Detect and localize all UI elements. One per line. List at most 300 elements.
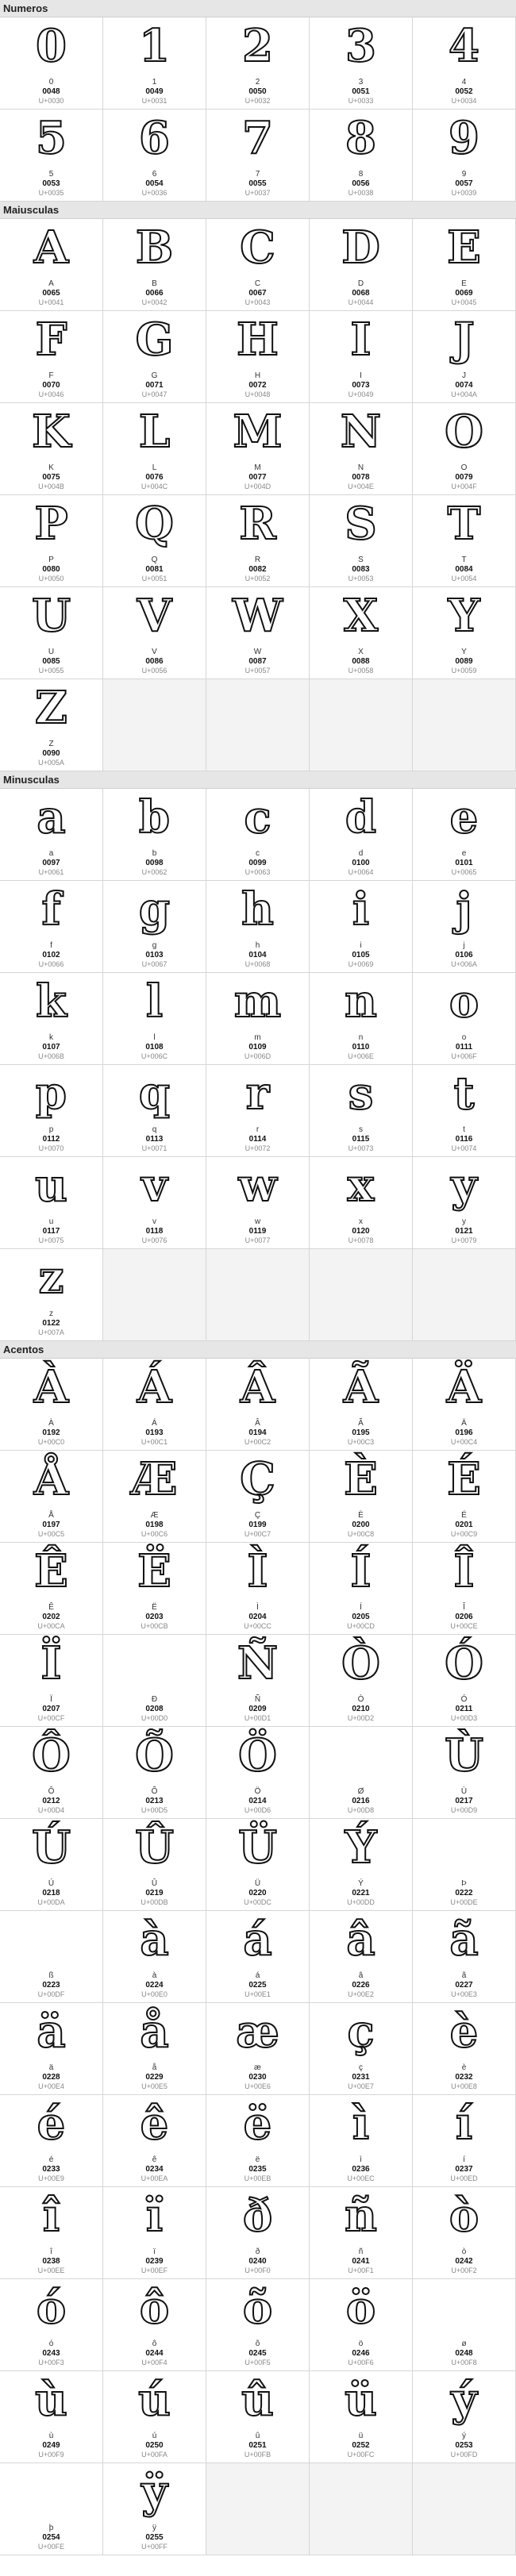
- glyph-preview: [0, 1249, 102, 1304]
- glyph-decimal-code: 0121: [455, 1227, 473, 1236]
- glyph-image: Ê: [34, 1545, 68, 1598]
- glyph-preview: [206, 1451, 309, 1503]
- glyph-cell: [413, 110, 516, 202]
- glyph-unicode-code: U+006C: [141, 1052, 168, 1060]
- glyph-unicode-code: U+00DB: [141, 1898, 168, 1906]
- glyph-preview: [103, 1359, 206, 1411]
- glyph-decimal-code: 0196: [455, 1428, 473, 1437]
- glyph-cell: [0, 110, 103, 202]
- glyph-preview: [103, 2003, 206, 2058]
- glyph-cell: [0, 1249, 103, 1341]
- glyph-image: J: [453, 313, 475, 366]
- glyph-preview: [0, 1727, 102, 1782]
- glyph-cell: [103, 2187, 206, 2279]
- glyph-preview: [0, 17, 102, 70]
- glyph-image: x: [347, 1159, 375, 1212]
- glyph-decimal-code: 0117: [42, 1227, 60, 1236]
- glyph-cell: [206, 1727, 310, 1819]
- glyph-character: J: [462, 371, 466, 380]
- glyph-character: ð: [255, 2247, 260, 2256]
- glyph-preview: [413, 587, 515, 640]
- glyph-character: Ó: [460, 1695, 468, 1704]
- glyph-character: é: [48, 2155, 54, 2164]
- glyph-character: ú: [152, 2432, 157, 2440]
- glyph-character: V: [152, 648, 157, 656]
- glyph-decimal-code: 0227: [455, 1981, 473, 1990]
- glyph-image: Ö: [238, 1729, 277, 1782]
- glyph-preview: [413, 1727, 515, 1782]
- glyph-image: h: [241, 883, 274, 936]
- glyph-image: Ò: [341, 1637, 380, 1690]
- glyph-image: È: [344, 1453, 378, 1505]
- glyph-image: V: [137, 590, 172, 642]
- glyph-decimal-code: 0120: [352, 1227, 370, 1236]
- glyph-cell: [413, 1065, 516, 1157]
- glyph-cell: [103, 219, 206, 311]
- glyph-cell: [310, 1819, 413, 1911]
- glyph-cell: [206, 2187, 310, 2279]
- glyph-decimal-code: 0233: [42, 2165, 60, 2174]
- glyph-unicode-code: U+00FE: [37, 2543, 65, 2551]
- glyph-character: D: [357, 279, 364, 288]
- glyph-cell: [103, 403, 206, 495]
- glyph-cell: [103, 881, 206, 973]
- glyph-decimal-code: 0226: [352, 1981, 370, 1990]
- glyph-character: û: [255, 2432, 260, 2440]
- glyph-cell: [0, 1819, 103, 1911]
- glyph-unicode-code: U+00D9: [450, 1806, 478, 1814]
- glyph-decimal-code: 0243: [42, 2349, 60, 2358]
- glyph-cell: [206, 1543, 310, 1635]
- glyph-character: Û: [151, 1879, 158, 1888]
- glyph-character: p: [48, 1125, 54, 1134]
- glyph-decimal-code: 0228: [42, 2073, 60, 2082]
- glyph-unicode-code: U+0053: [348, 575, 374, 582]
- glyph-cell: [206, 110, 310, 202]
- glyph-image: T: [447, 498, 481, 550]
- glyph-decimal-code: 0055: [248, 179, 267, 188]
- glyph-preview: [413, 17, 515, 70]
- glyph-preview: [206, 2279, 309, 2332]
- glyph-image: ì: [352, 2097, 370, 2150]
- glyph-cell: [413, 2003, 516, 2095]
- glyph-unicode-code: U+00E9: [38, 2174, 64, 2182]
- glyph-preview: [413, 2187, 515, 2240]
- glyph-image: W: [233, 590, 283, 642]
- empty-cell: [413, 1249, 516, 1341]
- glyph-decimal-code: 0115: [352, 1135, 370, 1144]
- glyph-character: q: [152, 1125, 157, 1134]
- glyph-character: Y: [461, 648, 467, 656]
- glyph-character: Ù: [460, 1787, 468, 1796]
- glyph-unicode-code: U+0048: [245, 390, 271, 398]
- glyph-image: ï: [145, 2190, 164, 2242]
- glyph-preview: [103, 1157, 206, 1212]
- glyph-cell: [0, 495, 103, 587]
- glyph-cell: [103, 495, 206, 587]
- glyph-unicode-code: U+00D8: [347, 1806, 375, 1814]
- glyph-cell: [103, 2279, 206, 2371]
- glyph-image: Ç: [240, 1453, 275, 1505]
- glyph-character: e: [461, 849, 467, 858]
- glyph-image: m: [233, 975, 282, 1028]
- glyph-unicode-code: U+00DA: [37, 1898, 65, 1906]
- glyph-character: 8: [358, 170, 364, 179]
- glyph-preview: [206, 495, 309, 548]
- glyph-character: m: [254, 1033, 261, 1042]
- glyph-decimal-code: 0242: [455, 2257, 473, 2266]
- glyph-preview: [0, 881, 102, 936]
- glyph-character: Í: [360, 1603, 362, 1612]
- glyph-cell: [206, 219, 310, 311]
- glyph-image: f: [41, 883, 61, 936]
- glyph-character: Õ: [151, 1787, 158, 1796]
- glyph-unicode-code: U+0033: [348, 97, 374, 105]
- glyph-preview: [103, 1451, 206, 1503]
- glyph-unicode-code: U+00F0: [245, 2266, 271, 2274]
- glyph-preview: [310, 403, 412, 456]
- glyph-decimal-code: 0078: [352, 473, 370, 482]
- glyph-cell: [310, 1065, 413, 1157]
- glyph-cell: [103, 1635, 206, 1727]
- glyph-image: X: [343, 590, 379, 642]
- glyph-character: Ü: [254, 1879, 261, 1888]
- glyph-unicode-code: U+00E4: [38, 2082, 64, 2090]
- glyph-preview: [206, 1635, 309, 1690]
- glyph-decimal-code: 0195: [352, 1428, 370, 1437]
- glyph-cell: [206, 403, 310, 495]
- glyph-image: i: [352, 883, 370, 936]
- glyph-image: a: [37, 791, 66, 844]
- glyph-image: 9: [449, 112, 479, 164]
- glyph-unicode-code: U+00D5: [141, 1806, 168, 1814]
- glyph-grid: [0, 219, 516, 771]
- glyph-character: U: [48, 648, 55, 656]
- glyph-preview: [310, 2187, 412, 2240]
- glyph-cell: [103, 2003, 206, 2095]
- glyph-decimal-code: 0220: [248, 1889, 267, 1897]
- glyph-decimal-code: 0053: [42, 179, 60, 188]
- glyph-image: G: [135, 313, 174, 366]
- glyph-unicode-code: U+0050: [38, 575, 64, 582]
- glyph-unicode-code: U+00E5: [141, 2082, 168, 2090]
- glyph-preview: [103, 587, 206, 640]
- glyph-preview: [206, 2371, 309, 2424]
- glyph-unicode-code: U+0066: [38, 960, 64, 968]
- glyph-cell: [413, 789, 516, 881]
- glyph-character: 7: [255, 170, 260, 179]
- glyph-unicode-code: U+00EF: [141, 2266, 168, 2274]
- glyph-character: 5: [48, 170, 54, 179]
- glyph-decimal-code: 0086: [145, 657, 164, 666]
- glyph-character: ö: [358, 2340, 364, 2348]
- glyph-preview: [103, 495, 206, 548]
- glyph-decimal-code: 0234: [145, 2165, 164, 2174]
- glyph-cell: [0, 2095, 103, 2187]
- glyph-unicode-code: U+00DE: [450, 1898, 478, 1906]
- glyph-cell: [310, 1635, 413, 1727]
- glyph-unicode-code: U+00D1: [244, 1714, 271, 1722]
- glyph-preview: [0, 2187, 102, 2240]
- glyph-image: ë: [243, 2097, 272, 2150]
- glyph-image: À: [33, 1361, 69, 1413]
- glyph-image: E: [447, 221, 481, 274]
- glyph-unicode-code: U+00E7: [348, 2082, 374, 2090]
- glyph-image: Ì: [247, 1545, 268, 1598]
- glyph-cell: [0, 1359, 103, 1451]
- glyph-unicode-code: U+00F1: [348, 2266, 374, 2274]
- glyph-image: Æ: [131, 1453, 178, 1505]
- glyph-unicode-code: U+0065: [451, 868, 477, 876]
- glyph-unicode-code: U+00C4: [450, 1438, 478, 1446]
- glyph-image: g: [138, 883, 171, 936]
- glyph-unicode-code: U+00C6: [141, 1530, 168, 1538]
- glyph-decimal-code: 0237: [455, 2165, 473, 2174]
- glyph-preview: [0, 1911, 102, 1963]
- glyph-character: Ê: [48, 1603, 54, 1612]
- glyph-character: ü: [358, 2432, 364, 2440]
- empty-cell: [413, 679, 516, 771]
- glyph-image: ê: [140, 2097, 169, 2150]
- glyph-decimal-code: 0245: [248, 2349, 267, 2358]
- glyph-image: 6: [139, 112, 170, 164]
- glyph-unicode-code: U+00FD: [450, 2451, 478, 2459]
- glyph-unicode-code: U+0077: [245, 1236, 271, 1244]
- glyph-preview: [310, 1359, 412, 1411]
- glyph-cell: [206, 1911, 310, 2003]
- glyph-cell: [0, 587, 103, 679]
- glyph-unicode-code: U+0072: [245, 1144, 271, 1152]
- glyph-unicode-code: U+0052: [245, 575, 271, 582]
- glyph-preview: [310, 311, 412, 366]
- glyph-decimal-code: 0193: [145, 1428, 164, 1437]
- glyph-preview: [206, 311, 309, 366]
- glyph-character: Ú: [48, 1879, 55, 1888]
- glyph-cell: [310, 1911, 413, 2003]
- empty-cell: [206, 2463, 310, 2555]
- glyph-image: K: [32, 406, 71, 458]
- glyph-decimal-code: 0201: [455, 1521, 473, 1529]
- glyph-preview: [206, 1065, 309, 1120]
- glyph-character: ò: [461, 2247, 467, 2256]
- glyph-image: k: [36, 975, 67, 1028]
- glyph-cell: [413, 17, 516, 110]
- glyph-image: é: [37, 2097, 66, 2150]
- glyph-cell: [103, 789, 206, 881]
- glyph-preview: [0, 1543, 102, 1598]
- glyph-image: Ä: [446, 1361, 482, 1413]
- glyph-preview: [0, 1359, 102, 1411]
- glyph-image: ö: [345, 2282, 376, 2334]
- glyph-preview: [310, 110, 412, 162]
- glyph-image: 5: [36, 112, 67, 164]
- glyph-unicode-code: U+006B: [38, 1052, 64, 1060]
- glyph-image: ù: [35, 2374, 67, 2426]
- glyph-preview: [0, 2095, 102, 2150]
- glyph-cell: [0, 881, 103, 973]
- glyph-preview: [103, 1911, 206, 1966]
- glyph-preview: [310, 2003, 412, 2058]
- glyph-image: I: [350, 313, 372, 366]
- glyph-cell: [413, 1451, 516, 1543]
- glyph-image: n: [345, 975, 377, 1028]
- glyph-character: Ò: [357, 1695, 364, 1704]
- glyph-character: k: [49, 1033, 53, 1042]
- glyph-image: ú: [138, 2374, 171, 2426]
- glyph-unicode-code: U+0075: [38, 1236, 64, 1244]
- glyph-decimal-code: 0202: [42, 1613, 60, 1621]
- glyph-image: 7: [242, 112, 273, 164]
- glyph-decimal-code: 0075: [42, 473, 60, 482]
- glyph-unicode-code: U+0071: [141, 1144, 168, 1152]
- glyph-cell: [310, 973, 413, 1065]
- empty-cell: [413, 2463, 516, 2555]
- glyph-decimal-code: 0081: [145, 565, 164, 574]
- glyph-image: á: [243, 1913, 272, 1966]
- glyph-cell: [103, 110, 206, 202]
- glyph-cell: [413, 587, 516, 679]
- glyph-decimal-code: 0108: [145, 1043, 164, 1052]
- glyph-character: N: [357, 463, 364, 472]
- glyph-preview: [0, 587, 102, 640]
- glyph-preview: [0, 110, 102, 162]
- glyph-preview: [310, 881, 412, 936]
- glyph-preview: [103, 2463, 206, 2516]
- glyph-preview: [103, 311, 206, 366]
- glyph-decimal-code: 0200: [352, 1521, 370, 1529]
- glyph-character: Z: [48, 740, 54, 748]
- glyph-image: A: [33, 221, 69, 274]
- glyph-preview: [206, 2187, 309, 2240]
- glyph-image: 2: [242, 20, 273, 72]
- glyph-unicode-code: U+00F6: [348, 2359, 374, 2366]
- glyph-image: Q: [135, 498, 174, 550]
- glyph-preview: [413, 495, 515, 548]
- glyph-image: 1: [139, 20, 170, 72]
- glyph-cell: [310, 403, 413, 495]
- glyph-unicode-code: U+00EB: [244, 2174, 271, 2182]
- glyph-image: õ: [242, 2282, 273, 2334]
- glyph-character: F: [48, 371, 54, 380]
- glyph-image: Ï: [40, 1637, 62, 1690]
- glyph-cell: [103, 1911, 206, 2003]
- glyph-character: i: [360, 941, 362, 950]
- glyph-cell: [103, 1359, 206, 1451]
- glyph-preview: [206, 1543, 309, 1598]
- glyph-cell: [413, 495, 516, 587]
- glyph-cell: [206, 1157, 310, 1249]
- glyph-cell: [310, 1359, 413, 1451]
- glyph-preview: [103, 219, 206, 274]
- glyph-grid: [0, 789, 516, 1341]
- glyph-decimal-code: 0052: [455, 87, 473, 96]
- glyph-decimal-code: 0088: [352, 657, 370, 666]
- glyph-image: ó: [36, 2282, 67, 2334]
- glyph-cell: [206, 17, 310, 110]
- glyph-image: q: [138, 1067, 171, 1120]
- glyph-unicode-code: U+00DF: [37, 1990, 65, 1998]
- glyph-unicode-code: U+0045: [451, 298, 477, 306]
- glyph-image: b: [138, 791, 171, 844]
- glyph-decimal-code: 0210: [352, 1705, 370, 1713]
- glyph-decimal-code: 0213: [145, 1797, 164, 1805]
- glyph-character: ÿ: [152, 2524, 156, 2532]
- glyph-character: í: [463, 2155, 465, 2164]
- glyph-image: ã: [449, 1913, 479, 1966]
- glyph-preview: [103, 403, 206, 456]
- glyph-image: z: [38, 1251, 64, 1304]
- glyph-cell: [310, 2187, 413, 2279]
- glyph-decimal-code: 0068: [352, 289, 370, 298]
- glyph-image: L: [138, 406, 171, 458]
- glyph-decimal-code: 0224: [145, 1981, 164, 1990]
- glyph-decimal-code: 0066: [145, 289, 164, 298]
- glyph-character: W: [253, 648, 262, 656]
- glyph-cell: [413, 2279, 516, 2371]
- glyph-image: î: [42, 2190, 60, 2242]
- glyph-unicode-code: U+00CF: [37, 1714, 65, 1722]
- glyph-unicode-code: U+0043: [245, 298, 271, 306]
- glyph-preview: [0, 219, 102, 274]
- glyph-unicode-code: U+00F4: [141, 2359, 168, 2366]
- glyph-grid: [0, 1359, 516, 2555]
- glyph-decimal-code: 0080: [42, 565, 60, 574]
- glyph-character: 2: [255, 78, 260, 87]
- glyph-cell: [206, 495, 310, 587]
- glyph-character: B: [152, 279, 157, 288]
- glyph-preview: [206, 1819, 309, 1874]
- glyph-unicode-code: U+0064: [348, 868, 374, 876]
- glyph-cell: [103, 1451, 206, 1543]
- glyph-preview: [103, 1727, 206, 1782]
- glyph-character: s: [359, 1125, 363, 1134]
- glyph-decimal-code: 0206: [455, 1613, 473, 1621]
- glyph-cell: [103, 973, 206, 1065]
- glyph-character: j: [463, 941, 465, 950]
- glyph-cell: [0, 1543, 103, 1635]
- glyph-character: A: [48, 279, 54, 288]
- glyph-preview: [0, 2279, 102, 2332]
- glyph-decimal-code: 0116: [455, 1135, 473, 1144]
- glyph-unicode-code: U+0070: [38, 1144, 64, 1152]
- glyph-image: Y: [448, 590, 480, 642]
- glyph-character: f: [50, 941, 52, 950]
- glyph-image: Û: [135, 1821, 174, 1874]
- glyph-image: u: [35, 1159, 67, 1212]
- glyph-unicode-code: U+0067: [141, 960, 168, 968]
- glyph-image: Ü: [238, 1821, 277, 1874]
- glyph-grid: [0, 17, 516, 202]
- glyph-decimal-code: 0074: [455, 381, 473, 390]
- glyph-preview: [310, 1451, 412, 1503]
- glyph-decimal-code: 0218: [42, 1889, 60, 1897]
- glyph-image: Ù: [445, 1729, 483, 1782]
- glyph-unicode-code: U+006F: [451, 1052, 477, 1060]
- glyph-unicode-code: U+0049: [348, 390, 374, 398]
- glyph-unicode-code: U+004E: [348, 483, 374, 490]
- glyph-character: À: [48, 1419, 54, 1428]
- glyph-unicode-code: U+00C3: [347, 1438, 375, 1446]
- glyph-unicode-code: U+0047: [141, 390, 168, 398]
- glyph-cell: [103, 1065, 206, 1157]
- glyph-character: 6: [152, 170, 157, 179]
- glyph-decimal-code: 0207: [42, 1705, 60, 1713]
- glyph-decimal-code: 0225: [248, 1981, 267, 1990]
- glyph-preview: [206, 1727, 309, 1782]
- glyph-image: 0: [36, 20, 67, 72]
- glyph-unicode-code: U+004F: [451, 483, 477, 490]
- glyph-image: ð: [242, 2190, 273, 2242]
